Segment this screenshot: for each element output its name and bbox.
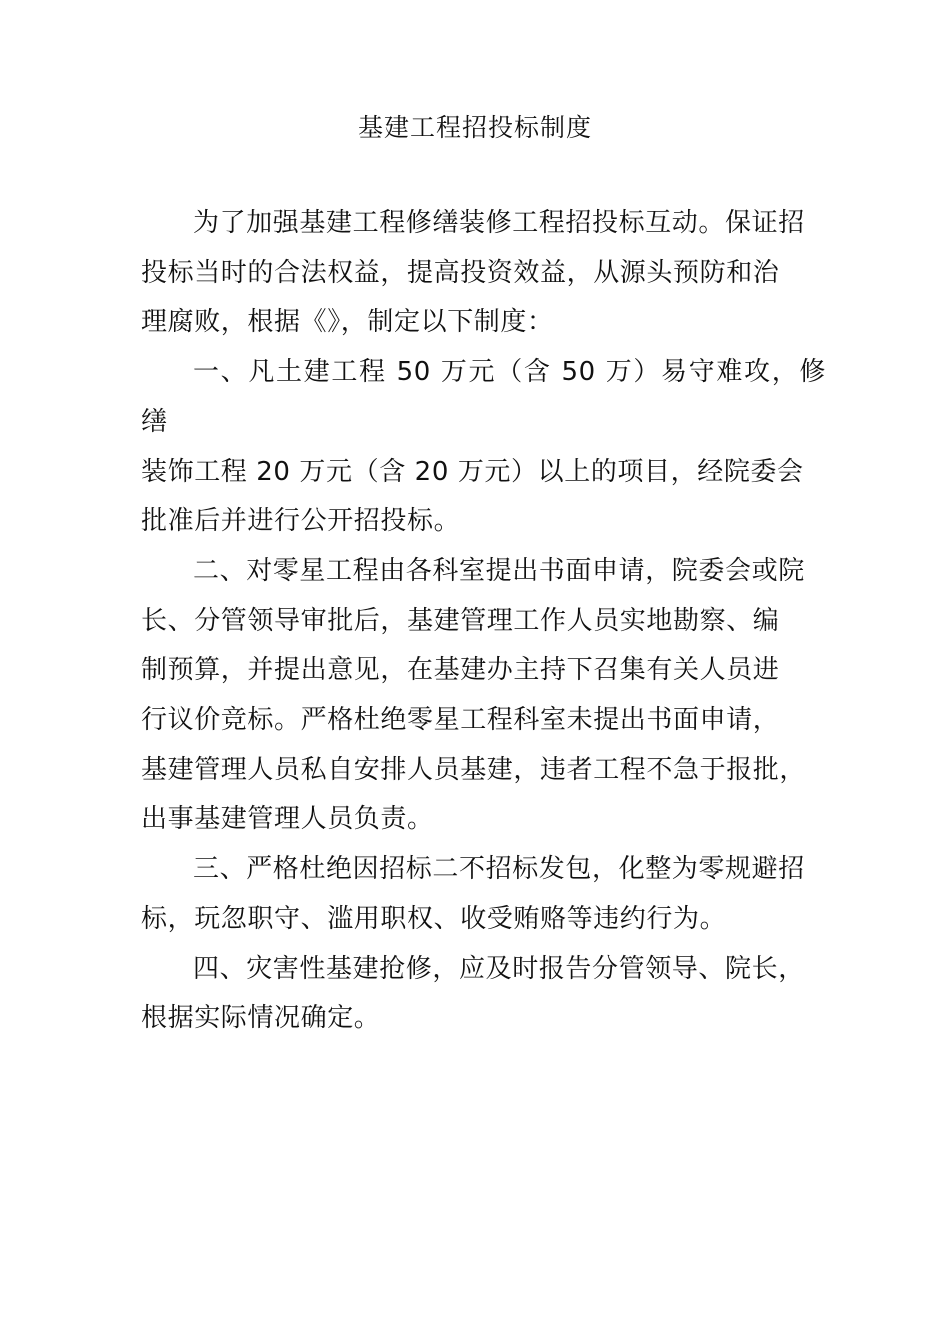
paragraph-line: 制预算，并提出意见，在基建办主持下召集有关人员进 bbox=[141, 655, 780, 686]
paragraph-line: 投标当时的合法权益，提高投资效益，从源头预防和治 bbox=[141, 257, 780, 288]
paragraph-line: 一、凡土建工程 50 万元（含 50 万）易守难攻，修缮 bbox=[141, 357, 826, 437]
paragraph-clause-2 bbox=[141, 547, 826, 845]
paragraph-clause-1 bbox=[141, 348, 826, 547]
document-body bbox=[141, 199, 826, 1044]
paragraph-line: 二、对零星工程由各科室提出书面申请，院委会或院 bbox=[193, 555, 805, 586]
paragraph-line: 装饰工程 20 万元（含 20 万元）以上的项目，经院委会 bbox=[141, 456, 804, 487]
paragraph-line: 行议价竞标。严格杜绝零星工程科室未提出书面申请， bbox=[141, 705, 780, 736]
paragraph-clause-4 bbox=[141, 945, 826, 1044]
paragraph-line: 理腐败，根据《》，制定以下制度： bbox=[141, 307, 554, 338]
paragraph-line: 为了加强基建工程修缮装修工程招投标互动。保证招 bbox=[193, 208, 805, 238]
paragraph-clause-3 bbox=[141, 845, 826, 944]
paragraph-line: 根据实际情况确定。 bbox=[141, 1003, 381, 1034]
paragraph-line: 长、分管领导审批后，基建管理工作人员实地勘察、编 bbox=[141, 605, 780, 636]
paragraph-line: 基建管理人员私自安排人员基建，违者工程不急于报批， bbox=[141, 754, 807, 785]
paragraph-line: 出事基建管理人员负责。 bbox=[141, 804, 434, 835]
paragraph-line: 四、灾害性基建抢修，应及时报告分管领导、院长， bbox=[193, 953, 805, 984]
paragraph-line: 三、严格杜绝因招标二不招标发包，化整为零规避招 bbox=[193, 854, 805, 885]
paragraph-line: 标，玩忽职守、滥用职权、收受贿赂等违约行为。 bbox=[141, 903, 727, 934]
document-title: 基建工程招投标制度 bbox=[357, 113, 592, 142]
paragraph-line: 批准后并进行公开招投标。 bbox=[141, 506, 461, 537]
paragraph-intro bbox=[141, 199, 826, 348]
